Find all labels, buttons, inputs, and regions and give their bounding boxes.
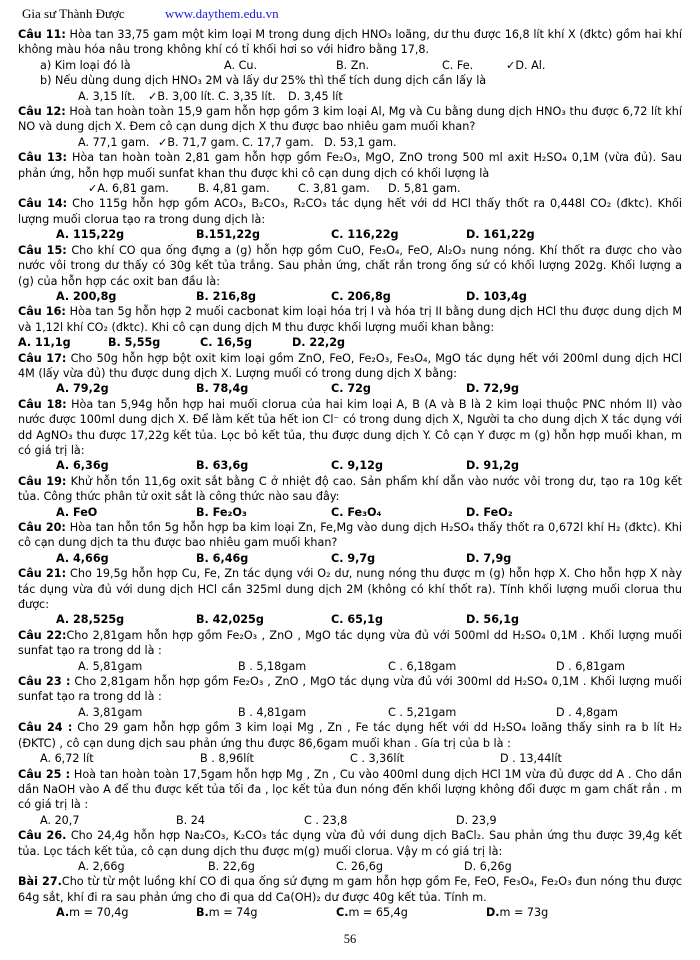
answer-option: D. 22,2g xyxy=(292,336,346,350)
question-label: Câu 19: xyxy=(18,474,67,488)
question-15 xyxy=(18,243,682,289)
answer-options xyxy=(18,612,682,627)
question-22 xyxy=(18,628,682,659)
question-text: Cho từ từ một luồng khí CO đi qua ống sứ đựng m gam hỗn hợp gồm Fe, FeO, Fe₃O₄, Fe₂O₃ đun nóng thu được 64g sắt, khí đi ra sau phản ứng cho đi qua dd Ca(OH)₂ dư được 40g kết tủa. Tính m. xyxy=(18,875,683,904)
question-18 xyxy=(18,397,682,459)
answer-option: C. 65,1g xyxy=(331,613,383,627)
question-16 xyxy=(18,304,682,335)
question-11 xyxy=(18,27,682,58)
question-label: Câu 15: xyxy=(18,243,67,257)
answer-option: ✓B. 71,7 gam. xyxy=(158,135,240,149)
answer-option xyxy=(56,905,196,920)
question-label: Câu 13: xyxy=(18,151,68,165)
answer-options xyxy=(18,551,682,566)
answer-option xyxy=(196,905,336,920)
answer-option: D. 103,4g xyxy=(466,289,527,303)
answer-option: ✓B. 3,00 lít. xyxy=(148,89,215,103)
answer-option: B. Fe₂O₃ xyxy=(196,505,247,519)
answer-option: A. 200,8g xyxy=(56,289,117,303)
answer-options xyxy=(18,659,682,674)
answer-option: A. 79,2g xyxy=(56,382,109,396)
question-text: Cho 2,81gam hỗn hợp gồm Fe₂O₃ , ZnO , MgO tác dụng vừa đủ với 500ml dd H₂SO₄ 0,1M . Khối lượng muối sunfat tạo ra trong dd là : xyxy=(18,628,682,658)
answer-option: A. 3,15 lít. xyxy=(78,89,136,103)
question-text: Hoà tan hoàn toàn 17,5gam hỗn hợp Mg , Zn , Cu vào 400ml dung dịch HCl 1M vừa đủ được dd A . Cho dần dần NaOH vào A để thu được kết tủa tối đa , lọc kết tủa đun nóng đến khối lượng không đổi được m gam chất rắn . m có giá trị là : xyxy=(18,767,682,812)
question-label: Câu 14: xyxy=(18,197,68,211)
answer-option: C. 16,5g xyxy=(200,336,252,350)
question-label: Bài 27. xyxy=(18,875,62,889)
question-label: Câu 12: xyxy=(18,105,66,119)
answer-options xyxy=(18,335,682,350)
answer-options xyxy=(18,859,682,874)
answer-option: B. 22,6g xyxy=(208,859,255,873)
question-14 xyxy=(18,196,682,227)
answer-option: A. 20,7 xyxy=(40,813,80,827)
question-25 xyxy=(18,767,682,813)
question-label: Câu 11: xyxy=(18,28,66,41)
question-26 xyxy=(18,828,682,859)
answer-option: B. 5,55g xyxy=(108,336,161,350)
question-label: Câu 20: xyxy=(18,521,66,534)
question-19 xyxy=(18,474,682,505)
answer-option: A. 77,1 gam. xyxy=(78,135,150,149)
answer-options xyxy=(18,705,682,720)
answer-letter: A. xyxy=(56,906,70,920)
answer-options xyxy=(18,905,682,920)
answer-option: ✓D. Al. xyxy=(506,58,546,72)
answer-option: D. 91,2g xyxy=(466,459,520,473)
question-label: Câu 23 : xyxy=(18,675,71,689)
question-text: Cho 115g hỗn hợp gồm ACO₃, B₂CO₃, R₂CO₃ tác dụng hết với dd HCl thấy thốt ra 0,448l CO₂ (đktc). Khối lượng muối clorua tạo ra trong dung dịch là: xyxy=(18,197,683,226)
answer-option: B . 5,18gam xyxy=(238,659,307,673)
answer-value: m = 70,4g xyxy=(69,906,129,920)
answer-option: D. 72,9g xyxy=(466,382,520,396)
answer-option: B. 24 xyxy=(176,813,206,827)
answer-option: A. 11,1g xyxy=(18,336,71,350)
answer-options xyxy=(18,227,682,242)
answer-option: A. 2,66g xyxy=(78,859,125,873)
answer-option: A. FeO xyxy=(56,505,98,519)
question-label: Câu 16: xyxy=(18,305,66,319)
answer-option: C. 3,35 lít. xyxy=(218,89,276,103)
header-site: www.daythem.edu.vn xyxy=(165,6,279,21)
answer-value: m = 65,4g xyxy=(348,906,408,920)
answer-options xyxy=(18,505,682,520)
question-text: Cho 2,81gam hỗn hợp gồm Fe₂O₃ , ZnO , MgO tác dụng vừa đủ với 300ml dd H₂SO₄ 0,1M . Khối lượng muối sunfat tạo ra trong dd là : xyxy=(18,675,682,704)
header-brand: Gia sư Thành Được xyxy=(22,6,125,21)
question-text: Cho 24,4g hỗn hợp Na₂CO₃, K₂CO₃ tác dụng vừa đủ với dung dịch BaCl₂. Sau phản ứng thu được 39,4g kết tủa. Lọc tách kết tủa, cô cạn dung dịch thu được m(g) muối clorua. Vậy m có giá trị là: xyxy=(18,829,682,858)
answer-letter: C. xyxy=(336,906,349,920)
answer-option: B. Zn. xyxy=(336,58,370,72)
answer-options xyxy=(18,458,682,473)
answer-option: A. 4,66g xyxy=(56,551,109,565)
question-text: Khử hỗn tồn 11,6g oxit sắt bằng C ở nhiệt độ cao. Sản phẩm khí dẫn vào nước vôi trong dư, tạo ra 10g kết tủa. Công thức phân tử oxit sắt là công thức nào sau đây: xyxy=(18,474,682,504)
question-12 xyxy=(18,104,682,135)
question-21 xyxy=(18,566,682,612)
answer-option: B. 6,46g xyxy=(196,551,249,565)
answer-option xyxy=(336,905,486,920)
answer-option: A. 6,36g xyxy=(56,459,109,473)
answer-option: C. 72g xyxy=(331,382,371,396)
answer-option: D. 161,22g xyxy=(466,228,535,242)
answer-option: D . 4,8gam xyxy=(556,705,618,719)
answer-option: D . 13,44lít xyxy=(500,752,562,766)
answer-options xyxy=(18,381,682,396)
answer-options xyxy=(18,813,682,828)
answer-option: C. 9,12g xyxy=(331,459,383,473)
question-text: Cho 50g hỗn hợp bột oxit kim loại gồm ZnO, FeO, Fe₂O₃, Fe₃O₄, MgO tác dụng hết với 200ml dung dịch HCl 4M (lấy vừa đủ) thu được dung dịch X. Lượng muối có trong dung dịch X bằng: xyxy=(18,351,682,380)
answer-options xyxy=(18,181,682,196)
answer-option: B. 42,025g xyxy=(196,613,264,627)
answer-option: B. 216,8g xyxy=(196,289,257,303)
answer-option: A. 115,22g xyxy=(56,228,125,242)
question-17 xyxy=(18,351,682,382)
answer-option: A. 3,81gam xyxy=(78,705,143,719)
answer-option: D. FeO₂ xyxy=(466,505,513,519)
page-number: 56 xyxy=(343,932,357,946)
question-text: Cho 29 gam hỗn hợp gồm 3 kim loại Mg , Zn , Fe tác dụng hết với dd H₂SO₄ loãng thấy sinh ra b lít H₂ (ĐKTC) , cô cạn dung dịch sau phản ứng thu được 86,6gam muối khan . Gía trị của b là : xyxy=(18,721,682,750)
question-subprompt: a) Kim loại đó là xyxy=(40,58,131,72)
question-24 xyxy=(18,720,682,751)
answer-option: D. 7,9g xyxy=(466,551,512,565)
answer-value: m = 73g xyxy=(499,906,549,920)
question-text: Cho khí CO qua ống đựng a (g) hỗn hợp gồm CuO, Fe₃O₄, FeO, Al₂O₃ nung nóng. Khí thốt ra được cho vào nước vôi trong dư thấy có 30g kết tủa trắng. Sau phản ứng, chất rắn trong ống sứ có khối lượng 202g. Khối lượng a (g) của hỗn hợp các oxit ban đầu là: xyxy=(18,243,682,288)
question-label: Câu 22: xyxy=(18,628,67,642)
answer-value: m = 74g xyxy=(208,906,258,920)
answer-option: B. 4,81 gam. xyxy=(198,182,270,196)
answer-option: B . 4,81gam xyxy=(238,705,307,719)
answer-options xyxy=(18,135,682,150)
answer-option: B. 63,6g xyxy=(196,459,249,473)
question-27 xyxy=(18,874,682,905)
answer-option: C. 116,22g xyxy=(331,228,399,242)
answer-option: D . 6,81gam xyxy=(556,659,626,673)
answer-option: B.151,22g xyxy=(196,228,260,242)
answer-option: D. 5,81 gam. xyxy=(388,182,461,196)
answer-option: D. 23,9 xyxy=(456,813,497,827)
question-list xyxy=(18,27,682,921)
question-label: Câu 24 : xyxy=(18,721,73,735)
question-text: Hòa tan 33,75 gam một kim loại M trong dung dịch HNO₃ loãng, dư thu được 16,8 lít khí X (đktc) gồm hai khí không màu hóa nâu trong không khí có tỉ khối hơi so với hiđro bằng 17,8. xyxy=(18,28,682,57)
question-label: Câu 21: xyxy=(18,567,67,581)
answer-options xyxy=(18,289,682,304)
answer-option: C . 3,36lít xyxy=(350,752,404,766)
answer-letter: D. xyxy=(486,906,500,920)
answer-option: C. 206,8g xyxy=(331,289,391,303)
answer-option: C. Fe. xyxy=(442,58,474,72)
answer-option: C. 17,7 gam. xyxy=(242,135,314,149)
question-13 xyxy=(18,150,682,181)
question-label: Câu 26. xyxy=(18,829,67,843)
answer-option: B . 8,96lít xyxy=(200,752,254,766)
answer-option: D. 56,1g xyxy=(466,613,520,627)
answer-option: A. Cu. xyxy=(224,58,258,72)
answer-option: A. 5,81gam xyxy=(78,659,143,673)
question-label: Câu 17: xyxy=(18,351,67,365)
question-text: Hòa tan hỗn tồn 5g hỗn hợp ba kim loại Zn, Fe,Mg vào dung dịch H₂SO₄ thấy thốt ra 0,672l khí H₂ (đktc). Khi cô cạn dung dịch ta thu được bao nhiêu gam muối khan? xyxy=(18,521,682,550)
answer-letter: B. xyxy=(196,906,209,920)
answer-options xyxy=(18,89,682,104)
answer-option: C . 6,18gam xyxy=(388,659,457,673)
answer-option: A. 6,72 lít xyxy=(40,752,94,766)
answer-option: C. 3,81 gam. xyxy=(298,182,370,196)
answer-option: C. Fe₃O₄ xyxy=(331,505,382,519)
question-text: Cho 19,5g hỗn hợp Cu, Fe, Zn tác dụng với O₂ dư, nung nóng thu được m (g) hỗn hợp X. Cho hỗn hợp X này tác dụng vừa đủ với dung dịch HCl cần 325ml dung dịch 2M (không có khí thốt ra). Tính khối lượng muối clorua thu được: xyxy=(18,567,683,612)
question-subprompt: b) Nếu dùng dung dịch HNO₃ 2M và lấy dư 25% thì thể tích dung dịch cần lấy là xyxy=(40,74,487,88)
answer-options xyxy=(18,751,682,766)
question-text: Hòa tan hoàn toàn 2,81 gam hỗn hợp gồm Fe₂O₃, MgO, ZnO trong 500 ml axit H₂SO₄ 0,1M (vừa đủ). Sau phản ứng, hỗn hợp muối sunfat khan thu được khi cô cạn dung dịch có khối lượng là xyxy=(18,151,682,180)
question-23 xyxy=(18,674,682,705)
answer-option: C. 9,7g xyxy=(331,551,376,565)
answer-option: A. 28,525g xyxy=(56,613,125,627)
answer-option: C. 26,6g xyxy=(336,859,383,873)
answer-option xyxy=(486,905,548,920)
answer-option: C . 23,8 xyxy=(304,813,348,827)
answer-option: ✓A. 6,81 gam. xyxy=(88,182,169,196)
q11-a-prompt-row xyxy=(18,58,682,73)
page-header xyxy=(22,6,682,24)
answer-option: D. 3,45 lít xyxy=(288,89,343,103)
question-text: Hoà tan hoàn toàn 15,9 gam hỗn hợp gồm 3 kim loại Al, Mg và Cu bằng dung dịch HNO₃ thu được 6,72 lít khí NO và dung dịch X. Đem cô cạn dung dịch X thu được bao nhiêu gam muối khan? xyxy=(18,105,682,134)
question-text: Hòa tan 5g hỗn hợp 2 muối cacbonat kim loại hóa trị I và hóa trị II bằng dung dịch HCl thu được dung dịch M và 1,12l khí CO₂ (đktc). Khi cô cạn dung dịch M thu được khối lượng muối khan bằng: xyxy=(18,305,682,334)
question-text: Hòa tan 5,94g hỗn hợp hai muối clorua của hai kim loại A, B (A và B là 2 kim loại thuộc PNC nhóm II) vào nước được 100ml dung dịch X. Để làm kết tủa hết ion Cl⁻ có trong dung dịch X, Người ta cho dung dịch X tác dụng với dd AgNO₃ thu được 17,22g kết tủa. Lọc bỏ kết tủa, thu được dung dịch Y. Cô cạn Y được m (g) hỗn hợp muối khan, m có giá trị là: xyxy=(18,397,682,457)
question-label: Câu 18: xyxy=(18,397,67,411)
answer-option: B. 78,4g xyxy=(196,382,249,396)
answer-option: D. 6,26g xyxy=(464,859,512,873)
answer-option: C . 5,21gam xyxy=(388,705,457,719)
question-label: Câu 25 : xyxy=(18,767,71,781)
question-20 xyxy=(18,520,682,551)
answer-option: D. 53,1 gam. xyxy=(324,135,397,149)
